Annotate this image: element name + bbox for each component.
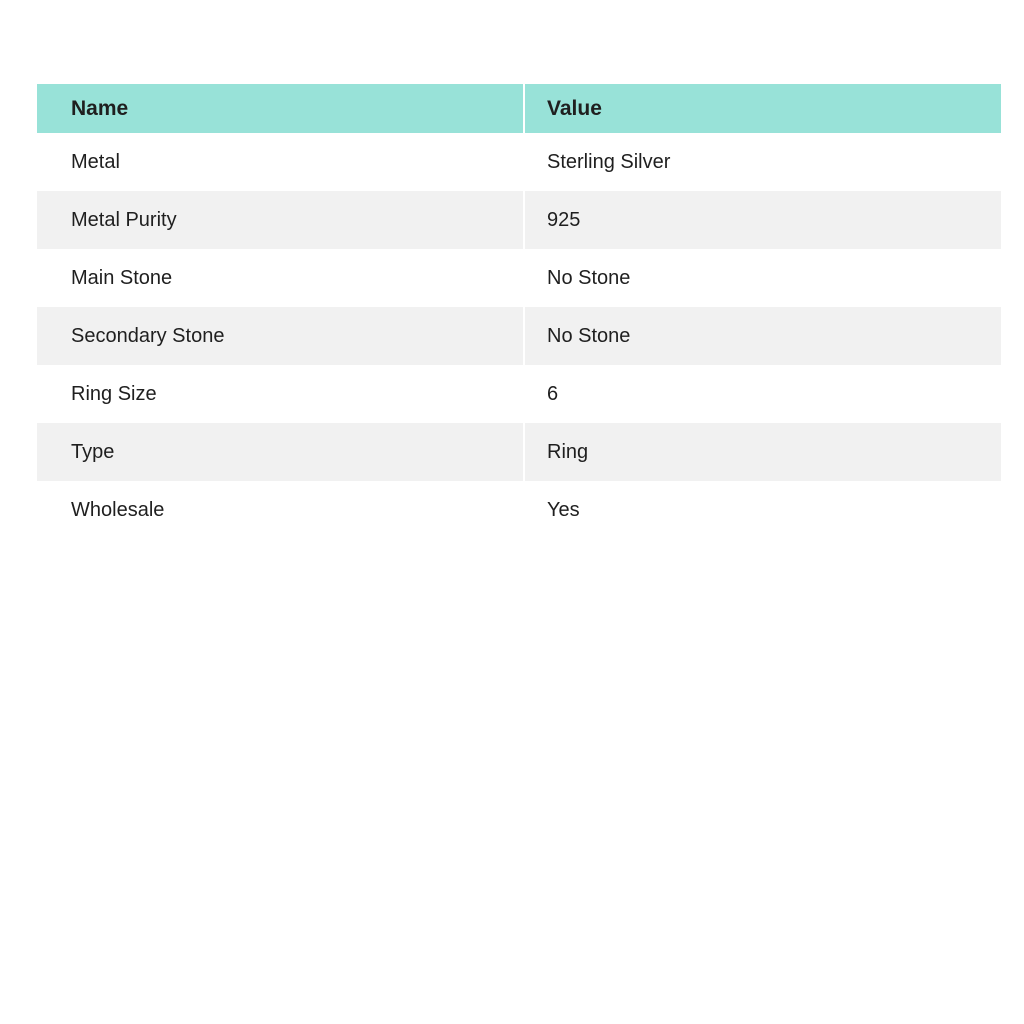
table-row: [37, 133, 1001, 191]
header-row: [37, 84, 1001, 133]
table-row: [37, 191, 1001, 249]
product-spec-table: [37, 84, 1001, 539]
table-row: [37, 365, 1001, 423]
table-body: [37, 133, 1001, 539]
spec-name-cell: Main Stone: [37, 249, 523, 307]
spec-value-cell: Ring: [523, 423, 1001, 481]
table-row: [37, 481, 1001, 539]
spec-name-cell: Type: [37, 423, 523, 481]
spec-name-cell: Metal: [37, 133, 523, 191]
spec-value-cell: No Stone: [523, 307, 1001, 365]
table-header: [37, 84, 1001, 133]
column-header-value: Value: [523, 84, 1001, 133]
spec-value-cell: Sterling Silver: [523, 133, 1001, 191]
spec-value-cell: 6: [523, 365, 1001, 423]
spec-name-cell: Ring Size: [37, 365, 523, 423]
column-header-name: Name: [37, 84, 523, 133]
table-row: [37, 423, 1001, 481]
spec-value-cell: Yes: [523, 481, 1001, 539]
spec-name-cell: Metal Purity: [37, 191, 523, 249]
table-row: [37, 249, 1001, 307]
spec-name-cell: Wholesale: [37, 481, 523, 539]
spec-value-cell: No Stone: [523, 249, 1001, 307]
table-row: [37, 307, 1001, 365]
product-spec-section: [37, 84, 1001, 539]
spec-name-cell: Secondary Stone: [37, 307, 523, 365]
spec-value-cell: 925: [523, 191, 1001, 249]
